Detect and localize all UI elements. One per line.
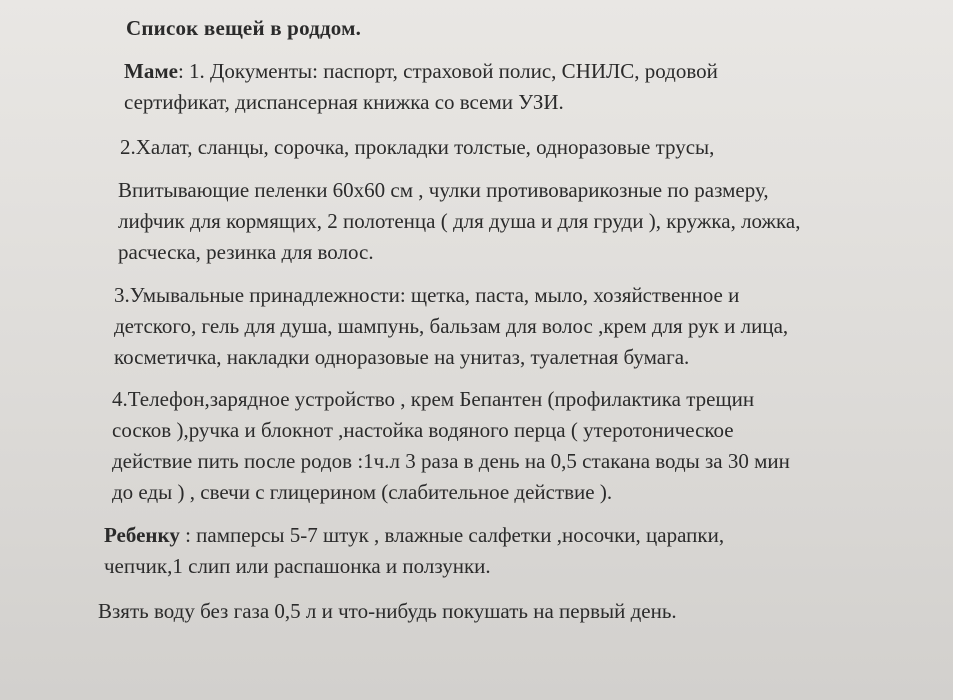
mom-item-misc xyxy=(112,384,933,508)
mom-item-documents xyxy=(124,56,933,118)
mom-item2b-line1: Впитывающие пеленки 60х60 см , чулки противоварикозные по размеру, xyxy=(118,178,769,202)
mom-item-toiletries xyxy=(114,280,933,373)
baby-line2: чепчик,1 слип или распашонка и ползунки. xyxy=(104,554,491,578)
mom-item1-line1: : 1. Документы: паспорт, страховой полис, СНИЛС, родовой xyxy=(177,59,718,83)
baby-items xyxy=(104,520,933,582)
mom-item3-line2: детского, гель для душа, шампунь, бальзам для волос ,крем для рук и лица, xyxy=(114,314,789,338)
mom-item1-line2: сертификат, диспансерная книжка со всеми УЗИ. xyxy=(124,90,564,114)
mom-label: Маме xyxy=(124,59,178,83)
mom-item4-line2: сосков ),ручка и блокнот ,настойка водяного перца ( утеротоническое xyxy=(112,418,734,442)
mom-item2-line: 2.Халат, сланцы, сорочка, прокладки толстые, одноразовые трусы, xyxy=(120,135,715,159)
mom-item-linens xyxy=(118,175,933,268)
baby-label: Ребенку xyxy=(104,523,180,547)
mom-item3-line1: 3.Умывальные принадлежности: щетка, паста, мыло, хозяйственное и xyxy=(114,283,740,307)
mom-item-clothes xyxy=(120,132,933,163)
mom-item2b-line3: расческа, резинка для волос. xyxy=(118,240,374,264)
mom-item4-line3: действие пить после родов :1ч.л 3 раза в день на 0,5 стакана воды за 30 мин xyxy=(112,449,790,473)
mom-item4-line4: до еды ) , свечи с глицерином (слабительное действие ). xyxy=(112,480,613,504)
document-title: Список вещей в роддом. xyxy=(126,16,362,40)
mom-item3-line3: косметичка, накладки одноразовые на унитаз, туалетная бумага. xyxy=(114,345,690,369)
mom-item2b-line2: лифчик для кормящих, 2 полотенца ( для душа и для груди ), кружка, ложка, xyxy=(118,209,801,233)
mom-item4-line1: 4.Телефон,зарядное устройство , крем Бепантен (профилактика трещин xyxy=(112,387,755,411)
water-note xyxy=(98,596,933,627)
baby-line1: : памперсы 5-7 штук , влажные салфетки ,носочки, царапки, xyxy=(179,523,725,547)
water-note-line: Взять воду без газа 0,5 л и что-нибудь покушать на первый день. xyxy=(98,599,677,623)
